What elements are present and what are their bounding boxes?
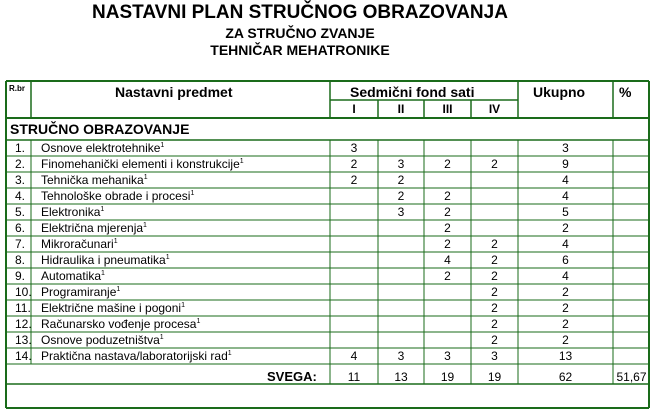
row-total: 2 bbox=[562, 285, 569, 299]
row-total: 5 bbox=[562, 205, 569, 219]
footnote-marker: 1 bbox=[101, 270, 105, 277]
hours-year-4: 2 bbox=[491, 333, 498, 347]
subject-name-cell bbox=[41, 236, 118, 252]
hours-year-3: 2 bbox=[444, 237, 451, 251]
header-rbr: R.br bbox=[9, 84, 25, 93]
header-year-3: III bbox=[442, 102, 453, 116]
footnote-marker: 1 bbox=[196, 318, 201, 325]
hours-year-2: 3 bbox=[397, 157, 405, 171]
footnote-marker: 1 bbox=[143, 222, 147, 229]
row-number: 2. bbox=[15, 157, 26, 171]
row-total: 2 bbox=[562, 333, 569, 347]
footnote-marker: 1 bbox=[143, 174, 148, 181]
subject-name-cell bbox=[41, 220, 147, 236]
subject-name-cell bbox=[41, 140, 164, 156]
subject-name-cell bbox=[41, 156, 244, 172]
hours-year-3: 2 bbox=[444, 189, 451, 203]
subject-name: Hidraulika i pneumatika bbox=[41, 253, 166, 267]
hours-year-2: 3 bbox=[397, 205, 405, 219]
row-number: 6. bbox=[15, 221, 26, 235]
hours-year-4: 3 bbox=[491, 349, 498, 363]
footnote-marker: 1 bbox=[239, 158, 244, 165]
document-subtitle-1: ZA STRUČNO ZVANJE bbox=[225, 25, 375, 41]
header-year-1: I bbox=[352, 102, 356, 116]
footnote-marker: 1 bbox=[116, 286, 121, 293]
subject-name: Električna mjerenja bbox=[41, 221, 144, 235]
subject-name: Osnove poduzetništva bbox=[41, 333, 160, 347]
footnote-marker: 1 bbox=[181, 302, 185, 309]
subject-name: Tehnička mehanika bbox=[41, 173, 144, 187]
footnote-marker: 1 bbox=[113, 238, 118, 245]
row-number: 14. bbox=[15, 349, 32, 363]
row-total: 4 bbox=[562, 269, 569, 283]
subject-name: Mikroračunari bbox=[41, 237, 114, 251]
footer-label: SVEGA: bbox=[267, 369, 317, 384]
footnote-marker: 1 bbox=[159, 334, 164, 341]
footnote-marker: 1 bbox=[160, 142, 165, 149]
hours-year-2: 2 bbox=[397, 173, 405, 187]
row-total: 4 bbox=[562, 189, 569, 203]
hours-year-2: 3 bbox=[397, 349, 405, 363]
row-number: 9. bbox=[15, 269, 26, 283]
footer-year-2: 13 bbox=[394, 370, 408, 384]
section-title: STRUČNO OBRAZOVANJE bbox=[10, 121, 190, 137]
subject-name: Programiranje bbox=[41, 285, 117, 299]
row-number: 8. bbox=[15, 253, 26, 267]
row-number: 5. bbox=[15, 205, 26, 219]
row-number: 12. bbox=[15, 317, 32, 331]
subject-name: Računarsko vođenje procesa bbox=[41, 317, 197, 331]
row-total: 4 bbox=[562, 173, 569, 187]
subject-name: Osnove elektrotehnike bbox=[41, 141, 161, 155]
hours-year-4: 2 bbox=[491, 317, 498, 331]
hours-year-4: 2 bbox=[491, 269, 498, 283]
header-total: Ukupno bbox=[533, 84, 586, 100]
document-subtitle-2: TEHNIČAR MEHATRONIKE bbox=[210, 42, 390, 58]
subject-name: Praktična nastava/laboratorijski rad bbox=[41, 349, 228, 363]
subject-name-cell bbox=[41, 268, 105, 284]
hours-year-1: 3 bbox=[350, 141, 358, 155]
row-number: 7. bbox=[15, 237, 26, 251]
row-total: 2 bbox=[562, 301, 569, 315]
subject-name-cell bbox=[41, 316, 200, 332]
row-number: 4. bbox=[15, 189, 26, 203]
row-number: 10. bbox=[15, 285, 32, 299]
document-header bbox=[0, 0, 655, 80]
row-number: 1. bbox=[15, 141, 26, 155]
hours-year-1: 2 bbox=[350, 173, 358, 187]
hours-year-3: 2 bbox=[444, 269, 451, 283]
subject-name: Elektronika bbox=[41, 205, 101, 219]
subject-name: Automatika bbox=[41, 269, 102, 283]
footer-percent: 51,67 bbox=[616, 370, 647, 384]
document-title: NASTAVNI PLAN STRUČNOG OBRAZOVANJA bbox=[92, 2, 508, 23]
subject-name: Električne mašine i pogoni bbox=[41, 301, 182, 315]
footer-year-4: 19 bbox=[487, 370, 502, 384]
row-total: 3 bbox=[562, 141, 569, 155]
row-number: 11. bbox=[15, 301, 31, 315]
subject-name-cell bbox=[41, 188, 194, 204]
hours-year-4: 2 bbox=[491, 285, 498, 299]
row-total: 9 bbox=[562, 157, 569, 171]
hours-year-4: 2 bbox=[491, 237, 498, 251]
subject-name-cell bbox=[41, 284, 120, 300]
footnote-marker: 1 bbox=[100, 206, 105, 213]
row-number: 13. bbox=[15, 333, 32, 347]
hours-year-3: 3 bbox=[444, 349, 451, 363]
row-total: 6 bbox=[562, 253, 569, 267]
header-fund: Sedmični fond sati bbox=[350, 84, 475, 100]
hours-year-3: 4 bbox=[444, 253, 451, 267]
subject-name: Finomehanički elementi i konstrukcije bbox=[41, 157, 240, 171]
header-year-2: II bbox=[397, 102, 405, 116]
subject-name-cell bbox=[41, 332, 164, 348]
hours-year-4: 2 bbox=[491, 301, 498, 315]
hours-year-4: 2 bbox=[491, 253, 498, 267]
footer-year-1: 11 bbox=[347, 370, 361, 384]
header-percent: % bbox=[619, 84, 632, 100]
footer-year-3: 19 bbox=[440, 370, 455, 384]
row-total: 2 bbox=[562, 221, 569, 235]
row-total: 2 bbox=[562, 317, 569, 331]
hours-year-3: 2 bbox=[444, 157, 451, 171]
subject-name-cell bbox=[41, 204, 104, 220]
subject-name-cell bbox=[41, 252, 170, 268]
hours-year-1: 2 bbox=[350, 157, 358, 171]
subject-name-cell bbox=[41, 300, 185, 316]
subject-name-cell bbox=[41, 172, 148, 188]
hours-year-2: 2 bbox=[397, 189, 405, 203]
subject-name: Tehnološke obrade i procesi bbox=[41, 189, 191, 203]
header-subject: Nastavni predmet bbox=[115, 84, 233, 100]
header-year-4: IV bbox=[488, 102, 501, 116]
row-total: 13 bbox=[558, 349, 573, 363]
footnote-marker: 1 bbox=[227, 350, 232, 357]
hours-year-3: 2 bbox=[444, 205, 451, 219]
row-number: 3. bbox=[15, 173, 26, 187]
subject-name-cell bbox=[41, 348, 232, 364]
curriculum-table bbox=[5, 80, 650, 409]
hours-year-3: 2 bbox=[444, 221, 451, 235]
footnote-marker: 1 bbox=[190, 190, 195, 197]
footnote-marker: 1 bbox=[165, 254, 170, 261]
footer-total: 62 bbox=[558, 370, 573, 384]
row-total: 4 bbox=[562, 237, 569, 251]
hours-year-1: 4 bbox=[350, 349, 358, 363]
hours-year-4: 2 bbox=[491, 157, 498, 171]
